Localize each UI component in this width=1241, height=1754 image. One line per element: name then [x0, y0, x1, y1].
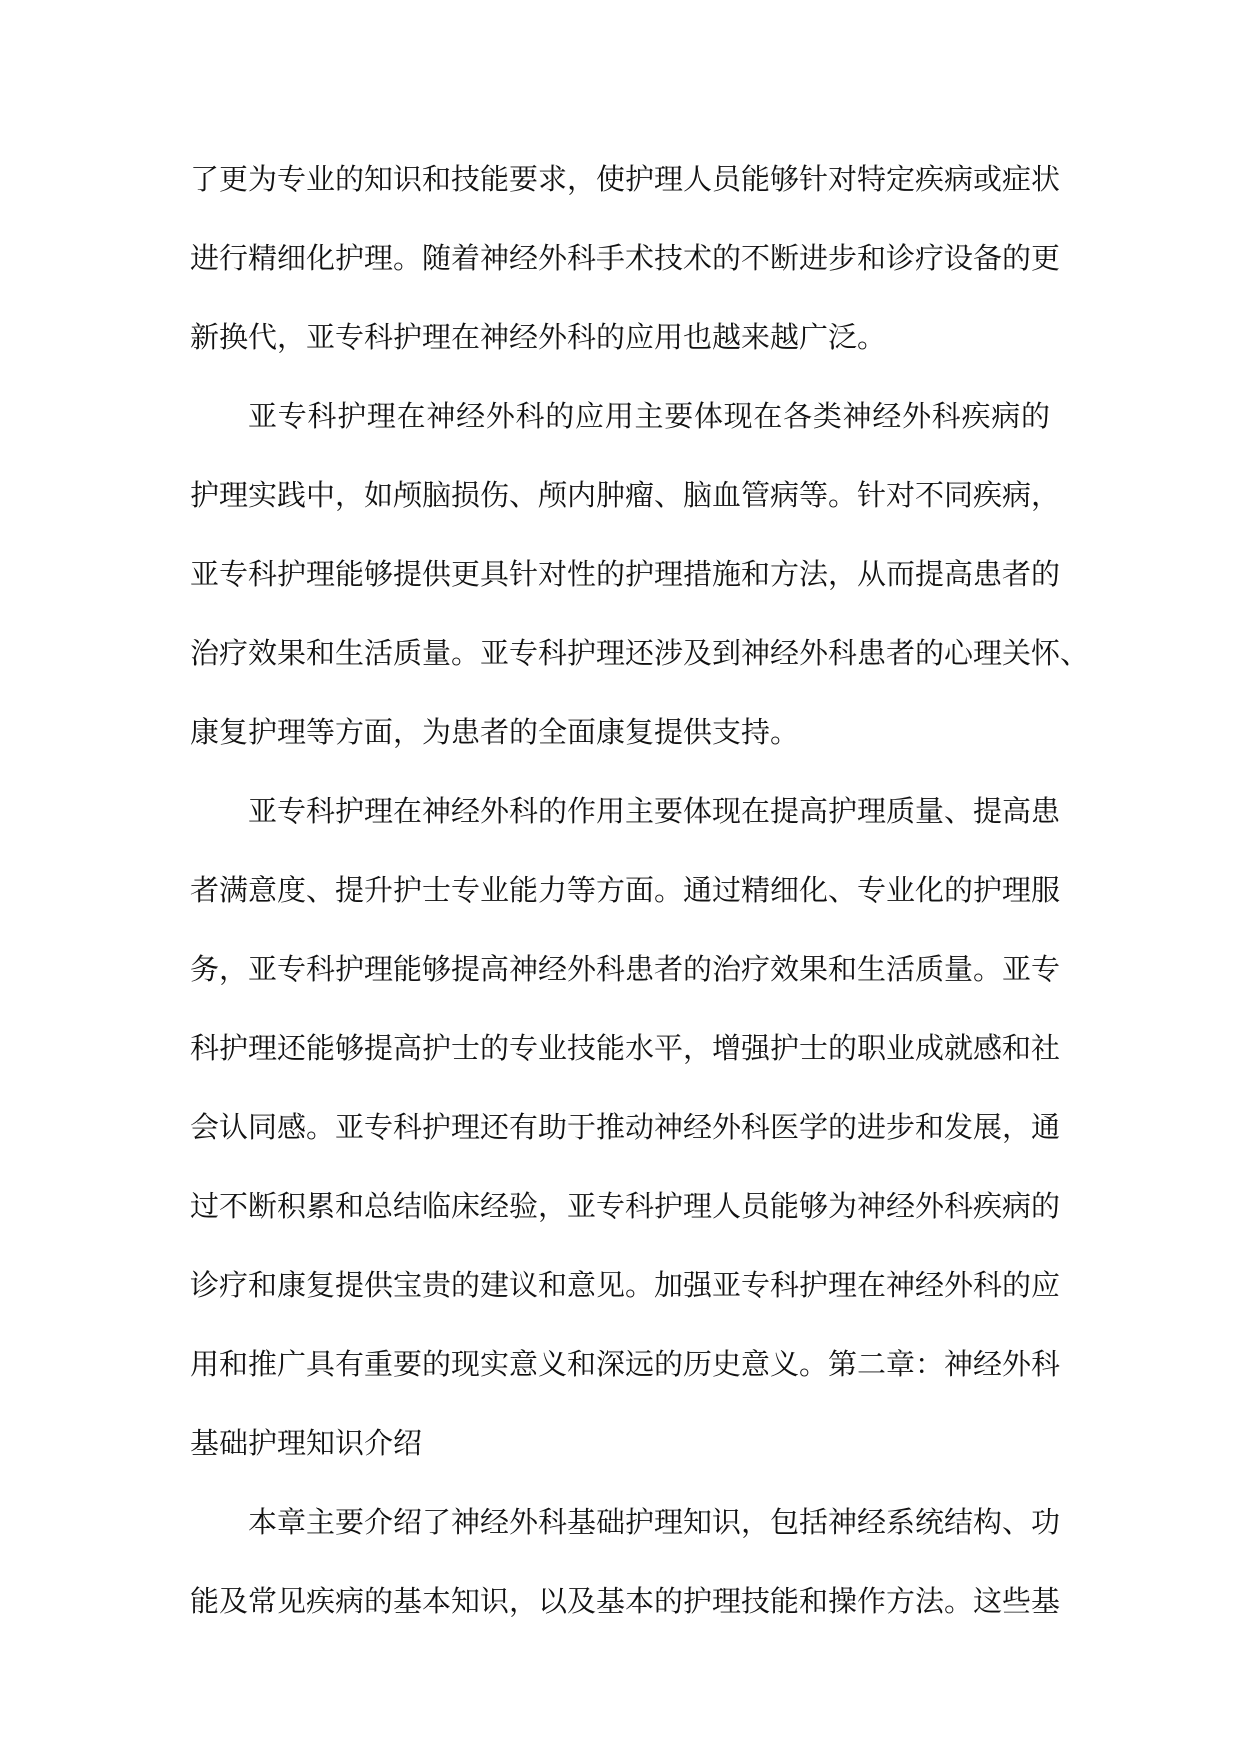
text-line: 诊疗和康复提供宝贵的建议和意见。加强亚专科护理在神经外科的应 [190, 1268, 1061, 1302]
paragraph-1 [190, 140, 1061, 377]
text-line: 本章主要介绍了神经外科基础护理知识，包括神经系统结构、功 [248, 1505, 1061, 1539]
text-line: 会认同感。亚专科护理还有助于推动神经外科医学的进步和发展，通 [190, 1110, 1061, 1144]
text-line: 康复护理等方面，为患者的全面康复提供支持。 [190, 715, 800, 749]
body-text [190, 140, 1090, 1641]
text-line: 过不断积累和总结临床经验，亚专科护理人员能够为神经外科疾病的 [190, 1189, 1061, 1223]
text-line: 基础护理知识介绍 [190, 1426, 423, 1460]
text-line: 务，亚专科护理能够提高神经外科患者的治疗效果和生活质量。亚专 [190, 952, 1061, 986]
text-line: 了更为专业的知识和技能要求，使护理人员能够针对特定疾病或症状 [190, 162, 1061, 196]
text-line: 进行精细化护理。随着神经外科手术技术的不断进步和诊疗设备的更 [190, 241, 1061, 275]
text-line: 亚专科护理能够提供更具针对性的护理措施和方法，从而提高患者的 [190, 557, 1061, 591]
paragraph-4 [190, 1483, 1061, 1641]
text-line: 亚专科护理在神经外科的应用主要体现在各类神经外科疾病的 [248, 399, 1050, 433]
paragraph-2 [190, 377, 1090, 772]
text-line: 用和推广具有重要的现实意义和深远的历史意义。第二章：神经外科 [190, 1347, 1061, 1381]
text-line: 护理实践中，如颅脑损伤、颅内肿瘤、脑血管病等。针对不同疾病， [190, 478, 1061, 512]
paragraph-3 [190, 772, 1061, 1483]
text-line: 者满意度、提升护士专业能力等方面。通过精细化、专业化的护理服 [190, 873, 1061, 907]
text-line: 能及常见疾病的基本知识，以及基本的护理技能和操作方法。这些基 [190, 1584, 1061, 1618]
text-line: 新换代，亚专科护理在神经外科的应用也越来越广泛。 [190, 320, 887, 354]
text-line: 治疗效果和生活质量。亚专科护理还涉及到神经外科患者的心理关怀、 [190, 636, 1090, 670]
text-line: 亚专科护理在神经外科的作用主要体现在提高护理质量、提高患 [248, 794, 1061, 828]
text-line: 科护理还能够提高护士的专业技能水平，增强护士的职业成就感和社 [190, 1031, 1061, 1065]
